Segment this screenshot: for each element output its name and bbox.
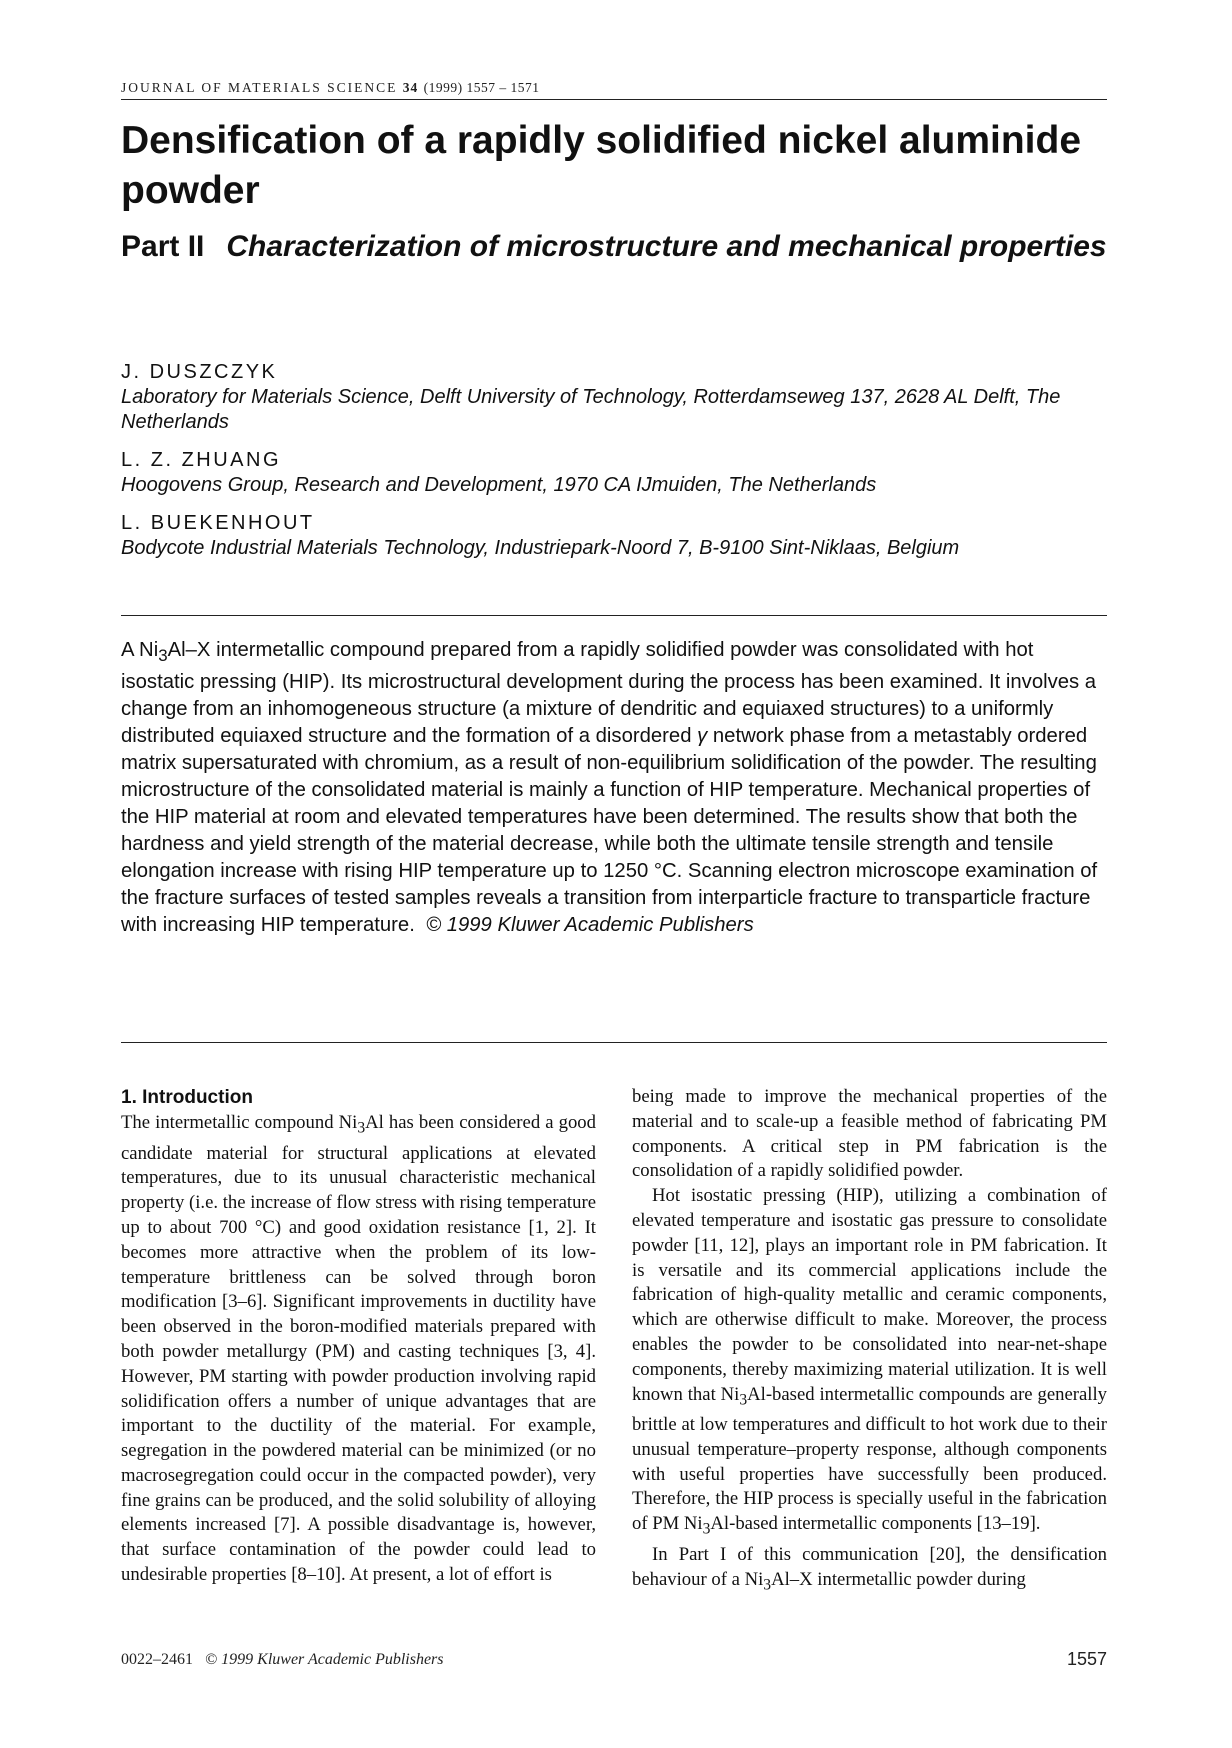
subscript: 3 <box>763 1576 772 1594</box>
journal-name: JOURNAL OF MATERIALS SCIENCE <box>121 80 398 95</box>
footer-copyright: © 1999 Kluwer Academic Publishers <box>205 1651 444 1668</box>
issn: 0022–2461 <box>121 1651 193 1668</box>
body-text: Al-based intermetallic compounds are generally brittle at low temperatures and difficult to hot work due to their unusual temperature–property response, although components with useful properties have successfully been produced. Therefore, the HIP process is specially useful in the fabrication of PM Ni <box>632 1383 1107 1535</box>
paper-title: Densification of a rapidly solidified nickel aluminide powder <box>121 119 1082 212</box>
running-head <box>121 80 1107 100</box>
subscript: 3 <box>702 1521 711 1539</box>
author-name: J. DUSZCZYK <box>121 361 278 383</box>
abstract-top-rule <box>121 615 1107 616</box>
abstract <box>121 637 1107 939</box>
abstract-bottom-rule <box>121 1042 1107 1043</box>
gamma-symbol: γ <box>697 725 708 748</box>
author-name: L. Z. ZHUANG <box>121 449 282 471</box>
right-column <box>632 1085 1107 1598</box>
body-text: Al–X intermetallic powder during <box>771 1568 1026 1590</box>
left-column <box>121 1085 596 1588</box>
section-heading: 1. Introduction <box>121 1087 253 1108</box>
body-text: Hot isostatic pressing (HIP), utilizing a combination of elevated temperature and isostatic gas pressure to consolidate powder [11, 12], plays an important role in PM fabrication. It is versatile and its commercial applications include the fabrication of high-quality metallic and ceramic components, which are otherwise difficult to make. Moreover, the process enables the powder to be consolidated into near-net-shape components, thereby maximizing material utilization. It is well known that Ni <box>632 1185 1107 1405</box>
part-label: Part II <box>121 230 205 263</box>
author-affiliation: Hoogovens Group, Research and Development, 1970 CA IJmuiden, The Netherlands <box>121 474 877 496</box>
subscript: 3 <box>357 1119 366 1137</box>
abstract-text: network phase from a metastably ordered matrix supersaturated with chromium, as a result of non-equilibrium solidification of the powder. The resulting microstructure of the consolidated material is mainly a function of HIP temperature. Mechanical properties of the HIP material at room and elevated temperatures have been determined. The results show that both the hardness and yield strength of the material decrease, while both the ultimate tensile strength and tensile elongation increase with rising HIP temperature up to 1250 °C. Scanning electron microscope examination of the fracture surfaces of tested samples reveals a transition from interparticle fracture to transparticle fracture with increasing HIP temperature. <box>121 725 1098 937</box>
author-name: L. BUEKENHOUT <box>121 512 315 534</box>
paper-subtitle <box>121 221 1107 272</box>
abstract-copyright: © 1999 Kluwer Academic Publishers <box>426 914 754 937</box>
author-affiliation: Bodycote Industrial Materials Technology, Industriepark-Noord 7, B-9100 Sint-Niklaas, Belgium <box>121 537 960 559</box>
page-number: 1557 <box>1066 1649 1107 1669</box>
author-affiliation: Laboratory for Materials Science, Delft University of Technology, Rotterdamseweg 137, 2628 AL Delft, The Netherlands <box>121 386 1061 433</box>
journal-volume: 34 <box>402 80 419 95</box>
author-block <box>121 359 1107 573</box>
subscript: 3 <box>158 646 168 666</box>
subscript: 3 <box>739 1391 748 1409</box>
footer-issn-copyright <box>121 1651 444 1669</box>
body-text: Al has been considered a good candidate material for structural applications at elevated temperatures, due to its unusual characteristic mechanical property (i.e. the increase of flow stress with rising temperature up to about 700 °C) and good oxidation resistance [1, 2]. It becomes more attractive when the problem of its low-temperature brittleness can be solved through boron modification [3–6]. Significant improvements in ductility have been observed in the boron-modified materials prepared with both powder metallurgy (PM) and casting techniques [3, 4]. However, PM starting with powder production involving rapid solidification offers a number of unique advantages that are important to the ductility of the material. For example, segregation in the powdered material can be minimized (or no macrosegregation could occur in the compacted powder), very fine grains can be produced, and the solid solubility of alloying elements increased [7]. A possible disadvantage is, however, that surface contamination of the powder could lead to undesirable properties [8–10]. At present, a lot of effort is <box>121 1112 596 1586</box>
abstract-text: Al–X intermetallic compound prepared from a rapidly solidified powder was consolidated with hot isostatic pressing (HIP). Its microstructural development during the process has been examined. It involves a change from an inhomogeneous structure (a mixture of dendritic and equiaxed structures) to a uniformly distributed equiaxed structure and the formation of a disordered <box>121 639 1097 748</box>
body-paragraph <box>632 1543 1107 1598</box>
abstract-text: A Ni <box>121 639 159 661</box>
body-text: The intermetallic compound Ni <box>121 1112 358 1133</box>
subtitle-text: Characterization of microstructure and mechanical properties <box>226 230 1107 263</box>
body-text: Al-based intermetallic components [13–19]. <box>710 1513 1041 1535</box>
body-text: In Part I of this communication [20], the densification behaviour of a Ni <box>632 1543 1107 1590</box>
body-paragraph: being made to improve the mechanical properties of the material and to scale-up a feasible method of fabricating PM components. A critical step in PM fabrication is the consolidation of a rapidly solidified powder. <box>632 1086 1107 1182</box>
body-paragraph <box>632 1184 1107 1543</box>
body-paragraph <box>121 1111 596 1588</box>
journal-year-pages: (1999) 1557 – 1571 <box>423 80 540 95</box>
